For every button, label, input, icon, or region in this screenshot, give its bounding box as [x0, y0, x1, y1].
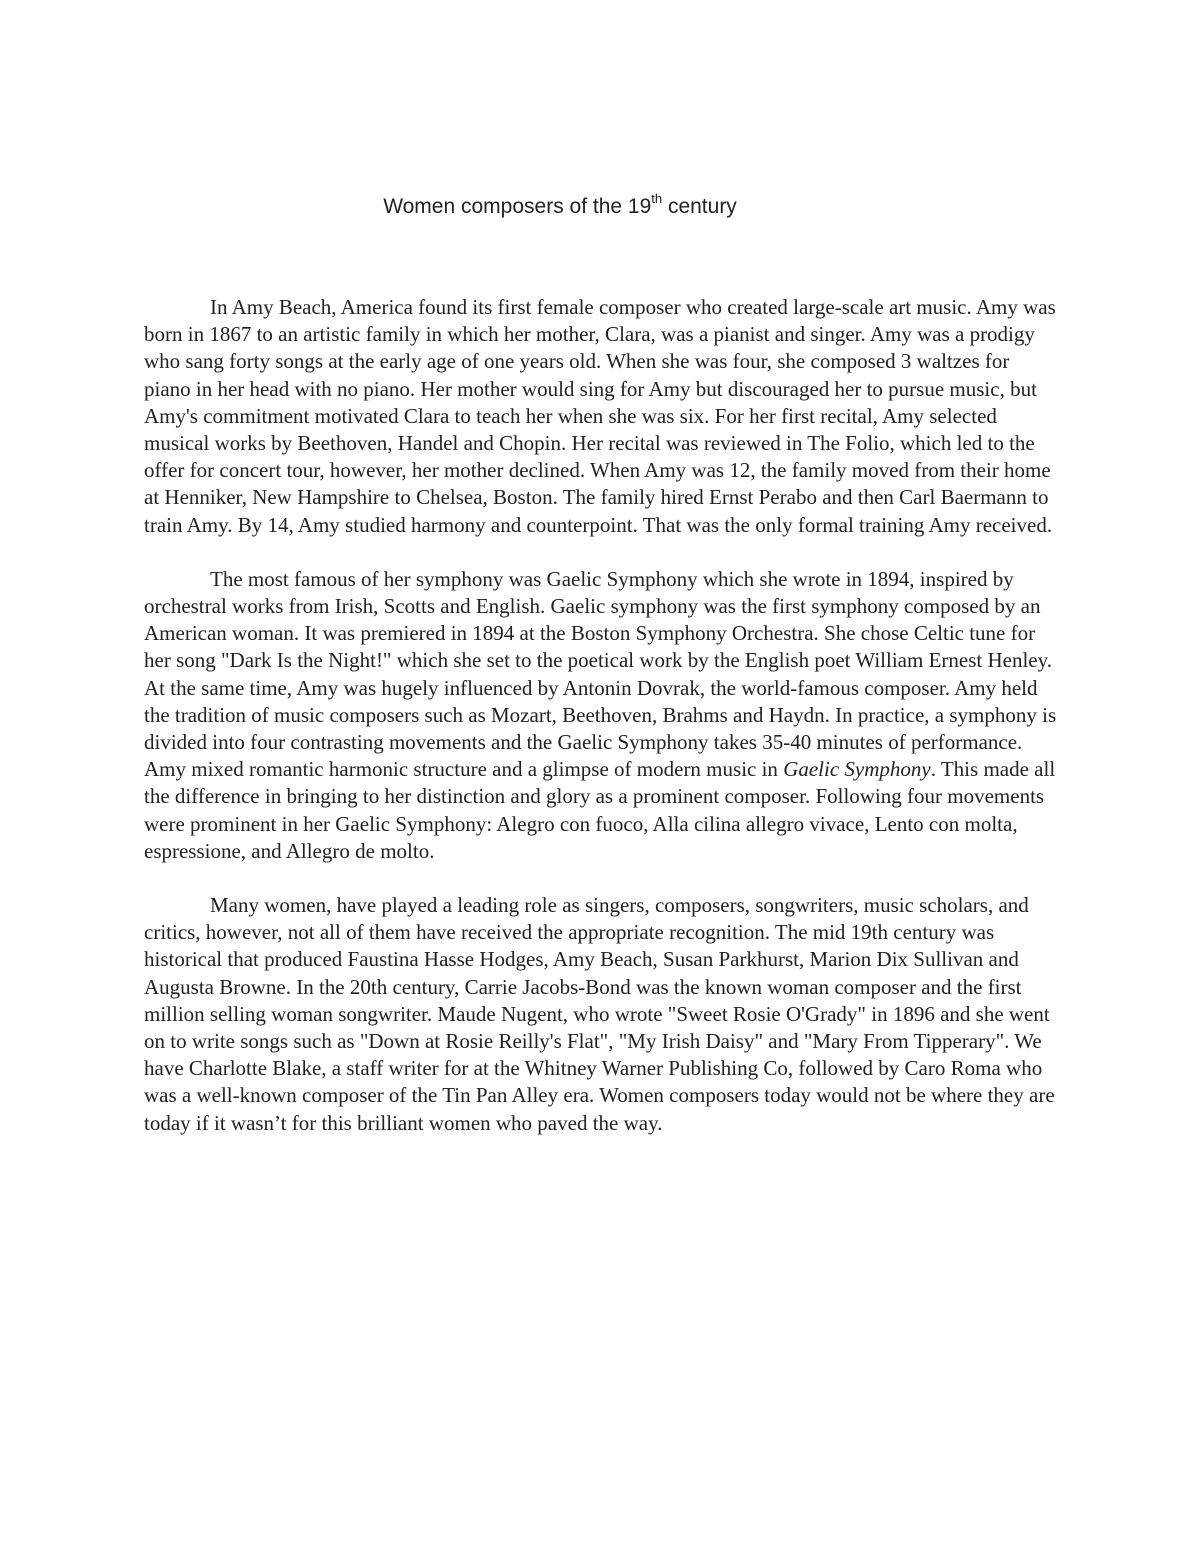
- paragraph-text: The most famous of her symphony was Gaelic Symphony which she wrote in 1894, inspired by orchestral works from Irish, Scotts and English. Gaelic symphony was the first symphony composed by an American woman. It was premiered in 1894 at the Boston Symphony Orchestra. She chose Celtic tune for her song "Dark Is the Night!" which she set to the poetical work by the English poet William Ernest Henley. At the same time, Amy was hugely influenced by Antonin Dovrak, the world-famous composer. Amy held the tradition of music composers such as Mozart, Beethoven, Brahms and Haydn. In practice, a symphony is divided into four contrasting movements and the Gaelic Symphony takes 35-40 minutes of performance. Amy mixed romantic harmonic structure and a glimpse of modern music in: [144, 566, 1057, 782]
- italic-work-title: Gaelic Symphony: [783, 757, 931, 782]
- title-text: Women composers of the 19: [383, 195, 652, 218]
- paragraph-women-composers: Many women, have played a leading role as singers, composers, songwriters, music scholars, and critics, however, not all of them have received the appropriate recognition. The mid 19th century was historical that produced Faustina Hasse Hodges, Amy Beach, Susan Parkhurst, Marion Dix Sullivan and Augusta Browne. In the 20th century, Carrie Jacobs-Bond was the known woman composer and the first million selling woman songwriter. Maude Nugent, who wrote "Sweet Rosie O'Grady" in 1896 and she went on to write songs such as "Down at Rosie Reilly's Flat", "My Irish Daisy" and "Mary From Tipperary". We have Charlotte Blake, a staff writer for at the Whitney Warner Publishing Co, followed by Caro Roma who was a well-known composer of the Tin Pan Alley era. Women composers today would not be where they are today if it wasn’t for this brilliant women who paved the way.: [144, 893, 1055, 1135]
- title-suffix: century: [662, 195, 737, 218]
- document-body: [144, 294, 1059, 1164]
- title-superscript: th: [651, 191, 663, 206]
- paragraph-gaelic-symphony: [144, 566, 1059, 865]
- paragraph-text: . This made all the difference in bringing to her distinction and glory as a prominent composer. Following four movements were prominent in her Gaelic Symphony: Alegro con fuoco, Alla cilina allegro vivace, Lento con molta, espressione, and Allegro de molto.: [144, 757, 1056, 863]
- document-title: [0, 191, 1120, 220]
- paragraph-amy-beach-early-life: In Amy Beach, America found its first female composer who created large-scale art music. Amy was born in 1867 to an artistic family in which her mother, Clara, was a pianist and singer. Amy was a prodigy who sang forty songs at the early age of one years old. When she was four, she composed 3 waltzes for piano in her head with no piano. Her mother would sing for Amy but discouraged her to pursue music, but Amy's commitment motivated Clara to teach her when she was six. For her first recital, Amy selected musical works by Beethoven, Handel and Chopin. Her recital was reviewed in The Folio, which led to the offer for concert tour, however, her mother declined. When Amy was 12, the family moved from their home at Henniker, New Hampshire to Chelsea, Boston. The family hired Ernst Perabo and then Carl Baermann to train Amy. By 14, Amy studied harmony and counterpoint. That was the only formal training Amy received.: [144, 295, 1056, 537]
